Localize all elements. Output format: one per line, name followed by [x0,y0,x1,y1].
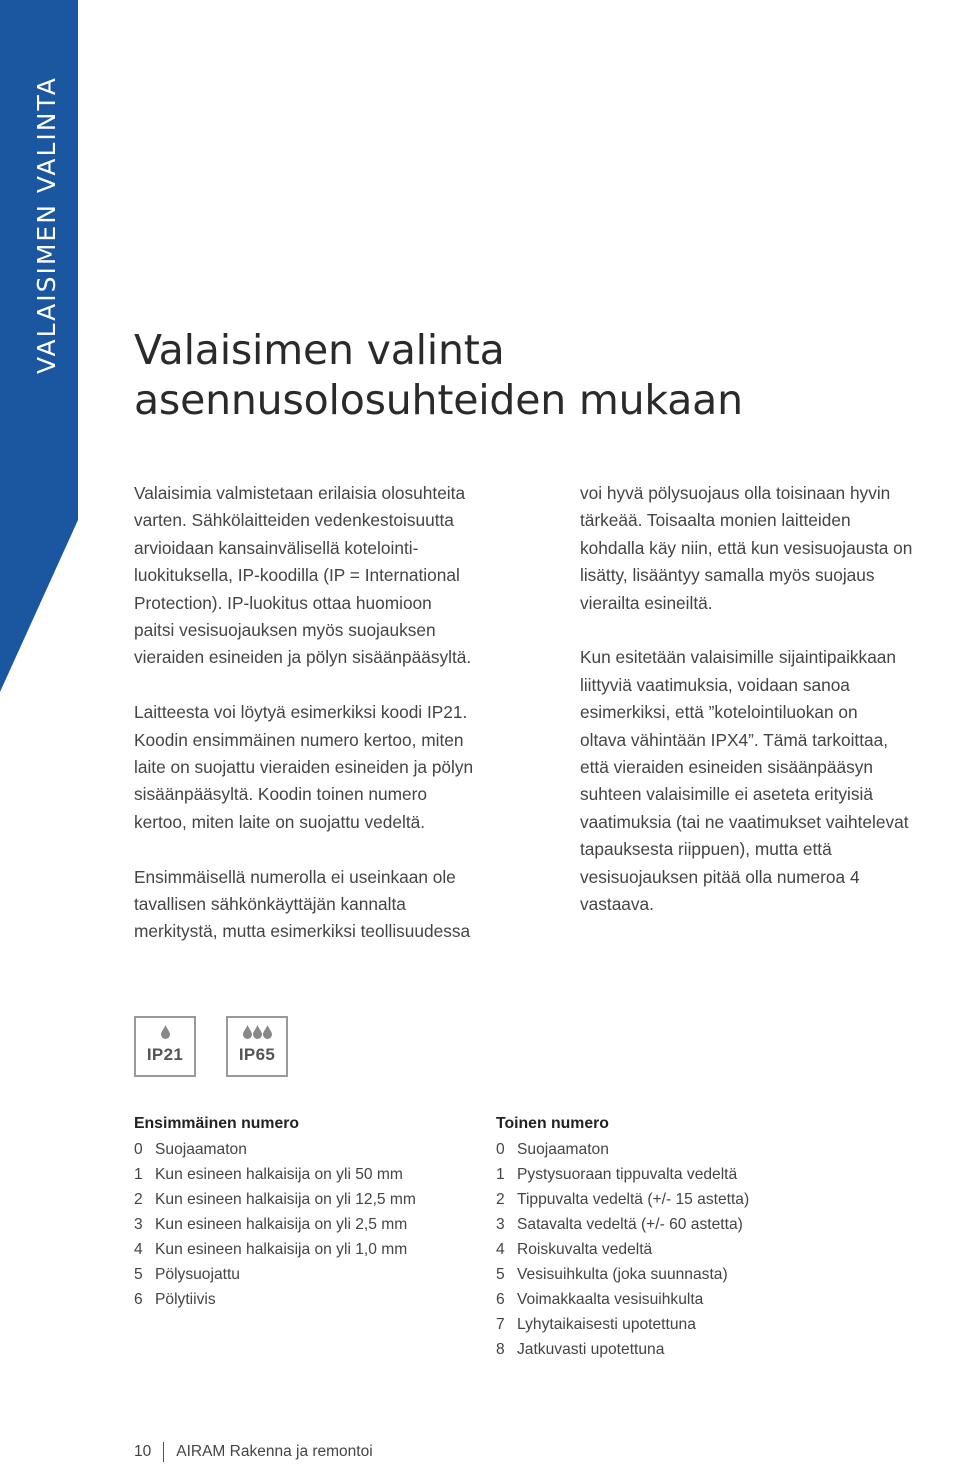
list-item-text: Lyhytaikaisesti upotettuna [517,1316,696,1333]
list-item-number: 0 [496,1141,505,1158]
list-item-number: 2 [496,1191,505,1208]
list-item-text: Suojaamaton [517,1141,609,1158]
list-item [134,1287,474,1312]
list-item-number: 1 [496,1166,505,1183]
paragraph: Laitteesta voi löytyä esimerkiksi koodi IP21. Koodin ensimmäinen numero kertoo, miten laite on suojattu vieraiden esineiden ja pölyn sisäänpääsyltä. Koodin toinen numero kertoo, miten laite on suojattu vedeltä. [134,702,474,832]
list-item-text: Jatkuvasti upotettuna [517,1341,665,1358]
list-item-number: 5 [496,1266,505,1283]
list-item [496,1237,836,1262]
list-item-number: 5 [134,1266,143,1283]
list-item [496,1262,836,1287]
drops [228,1025,286,1040]
list-item-number: 6 [134,1291,143,1308]
paragraph: Ensimmäisellä numerolla ei useinkaan ole tavallisen sähkönkäyttäjän kannalta merkitystä, mutta esimerkiksi teollisuudessa [134,866,471,942]
list-item-number: 3 [134,1216,143,1233]
list-item-text: Pystysuoraan tippuvalta vedeltä [517,1166,738,1183]
page-title [134,325,743,425]
list-item-number: 2 [134,1191,143,1208]
list-item-number: 4 [496,1241,505,1258]
paragraph: voi hyvä pölysuojaus olla toisinaan hyvin tärkeää. Toisaalta monien laitteiden kohdalla käy niin, että kun vesisuojausta on lisätty, lisääntyy samalla myös suojaus vierailta esineiltä. [580,483,913,613]
list-item-number: 6 [496,1291,505,1308]
water-drop-icon [253,1025,262,1039]
drops [136,1025,194,1040]
footer-divider [163,1442,164,1462]
list-item-text: Satavalta vedeltä (+/- 60 astetta) [517,1216,743,1233]
list-item-number: 0 [134,1141,143,1158]
body-column-left [134,480,544,973]
ip21-rating-icon [134,1016,196,1077]
list-item [496,1162,836,1187]
water-drop-icon [243,1025,252,1039]
ip-label: IP21 [146,1045,184,1064]
list-item-text: Pölytiivis [155,1291,216,1308]
list-item-text: Suojaamaton [155,1141,247,1158]
list-item [134,1237,474,1262]
water-drop-icon [161,1025,170,1039]
list-item-number: 4 [134,1241,143,1258]
list-item-text: Pölysuojattu [155,1266,240,1283]
list-item [496,1337,836,1362]
page-footer [134,1441,373,1463]
list-item-text: Kun esineen halkaisija on yli 50 mm [155,1166,403,1183]
list-item-text: Kun esineen halkaisija on yli 2,5 mm [155,1216,408,1233]
paragraph: Valaisimia valmistetaan erilaisia olosuhteita varten. Sähkölaitteiden vedenkestoisuutta arvioidaan kansainvälisellä kotelointi- luokituksella, IP-koodilla (IP = International Protection). IP-luokitus ottaa huomioon paitsi vesisuojauksen myös suojauksen vieraiden esineiden ja pölyn sisäänpääsyltä. [134,483,472,668]
list-item-text: Kun esineen halkaisija on yli 1,0 mm [155,1241,408,1258]
ip-label: IP65 [238,1045,276,1064]
list-item-number: 3 [496,1216,505,1233]
ip65-rating-icon [226,1016,288,1077]
list-item [496,1187,836,1212]
body-column-right [580,480,960,946]
list-item [134,1262,474,1287]
second-digit-list [496,1110,836,1362]
list-item [134,1187,474,1212]
list-item-number: 7 [496,1316,505,1333]
list-heading: Ensimmäinen numero [134,1115,300,1132]
water-drop-icon [263,1025,272,1039]
page-number: 10 [134,1443,152,1460]
list-item-text: Roiskuvalta vedeltä [517,1241,653,1258]
list-item [134,1162,474,1187]
list-item-text: Kun esineen halkaisija on yli 12,5 mm [155,1191,416,1208]
side-section-title: VALAISIMEN VALINTA [32,76,61,374]
list-item [134,1212,474,1237]
list-heading: Toinen numero [496,1115,609,1132]
paragraph: Kun esitetään valaisimille sijaintipaikkaan liittyviä vaatimuksia, voidaan sanoa esimerkiksi, että ”kotelointiluokan on oltava vähintään IPX4”. Tämä tarkoittaa, että vieraiden esineiden sisäänpääsyn suhteen valaisimille ei aseteta erityisiä vaatimuksia (tai ne vaatimukset vaihtelevat tapauksesta riippuen), mutta että vesisuojauksen pitää olla numeroa 4 vastaava. [580,647,909,915]
publication-name: AIRAM Rakenna ja remontoi [176,1443,373,1460]
list-item [496,1312,836,1337]
first-digit-list [134,1110,474,1312]
title-line-2: asennusolosuhteiden mukaan [134,376,743,424]
list-item-number: 1 [134,1166,143,1183]
list-item-text: Voimakkaalta vesisuihkulta [517,1291,704,1308]
list-item-text: Tippuvalta vedeltä (+/- 15 astetta) [517,1191,750,1208]
list-item [134,1137,474,1162]
list-item [496,1212,836,1237]
list-item [496,1287,836,1312]
list-item [496,1137,836,1162]
title-line-1: Valaisimen valinta [134,326,505,374]
list-item-text: Vesisuihkulta (joka suunnasta) [517,1266,728,1283]
list-item-number: 8 [496,1341,505,1358]
